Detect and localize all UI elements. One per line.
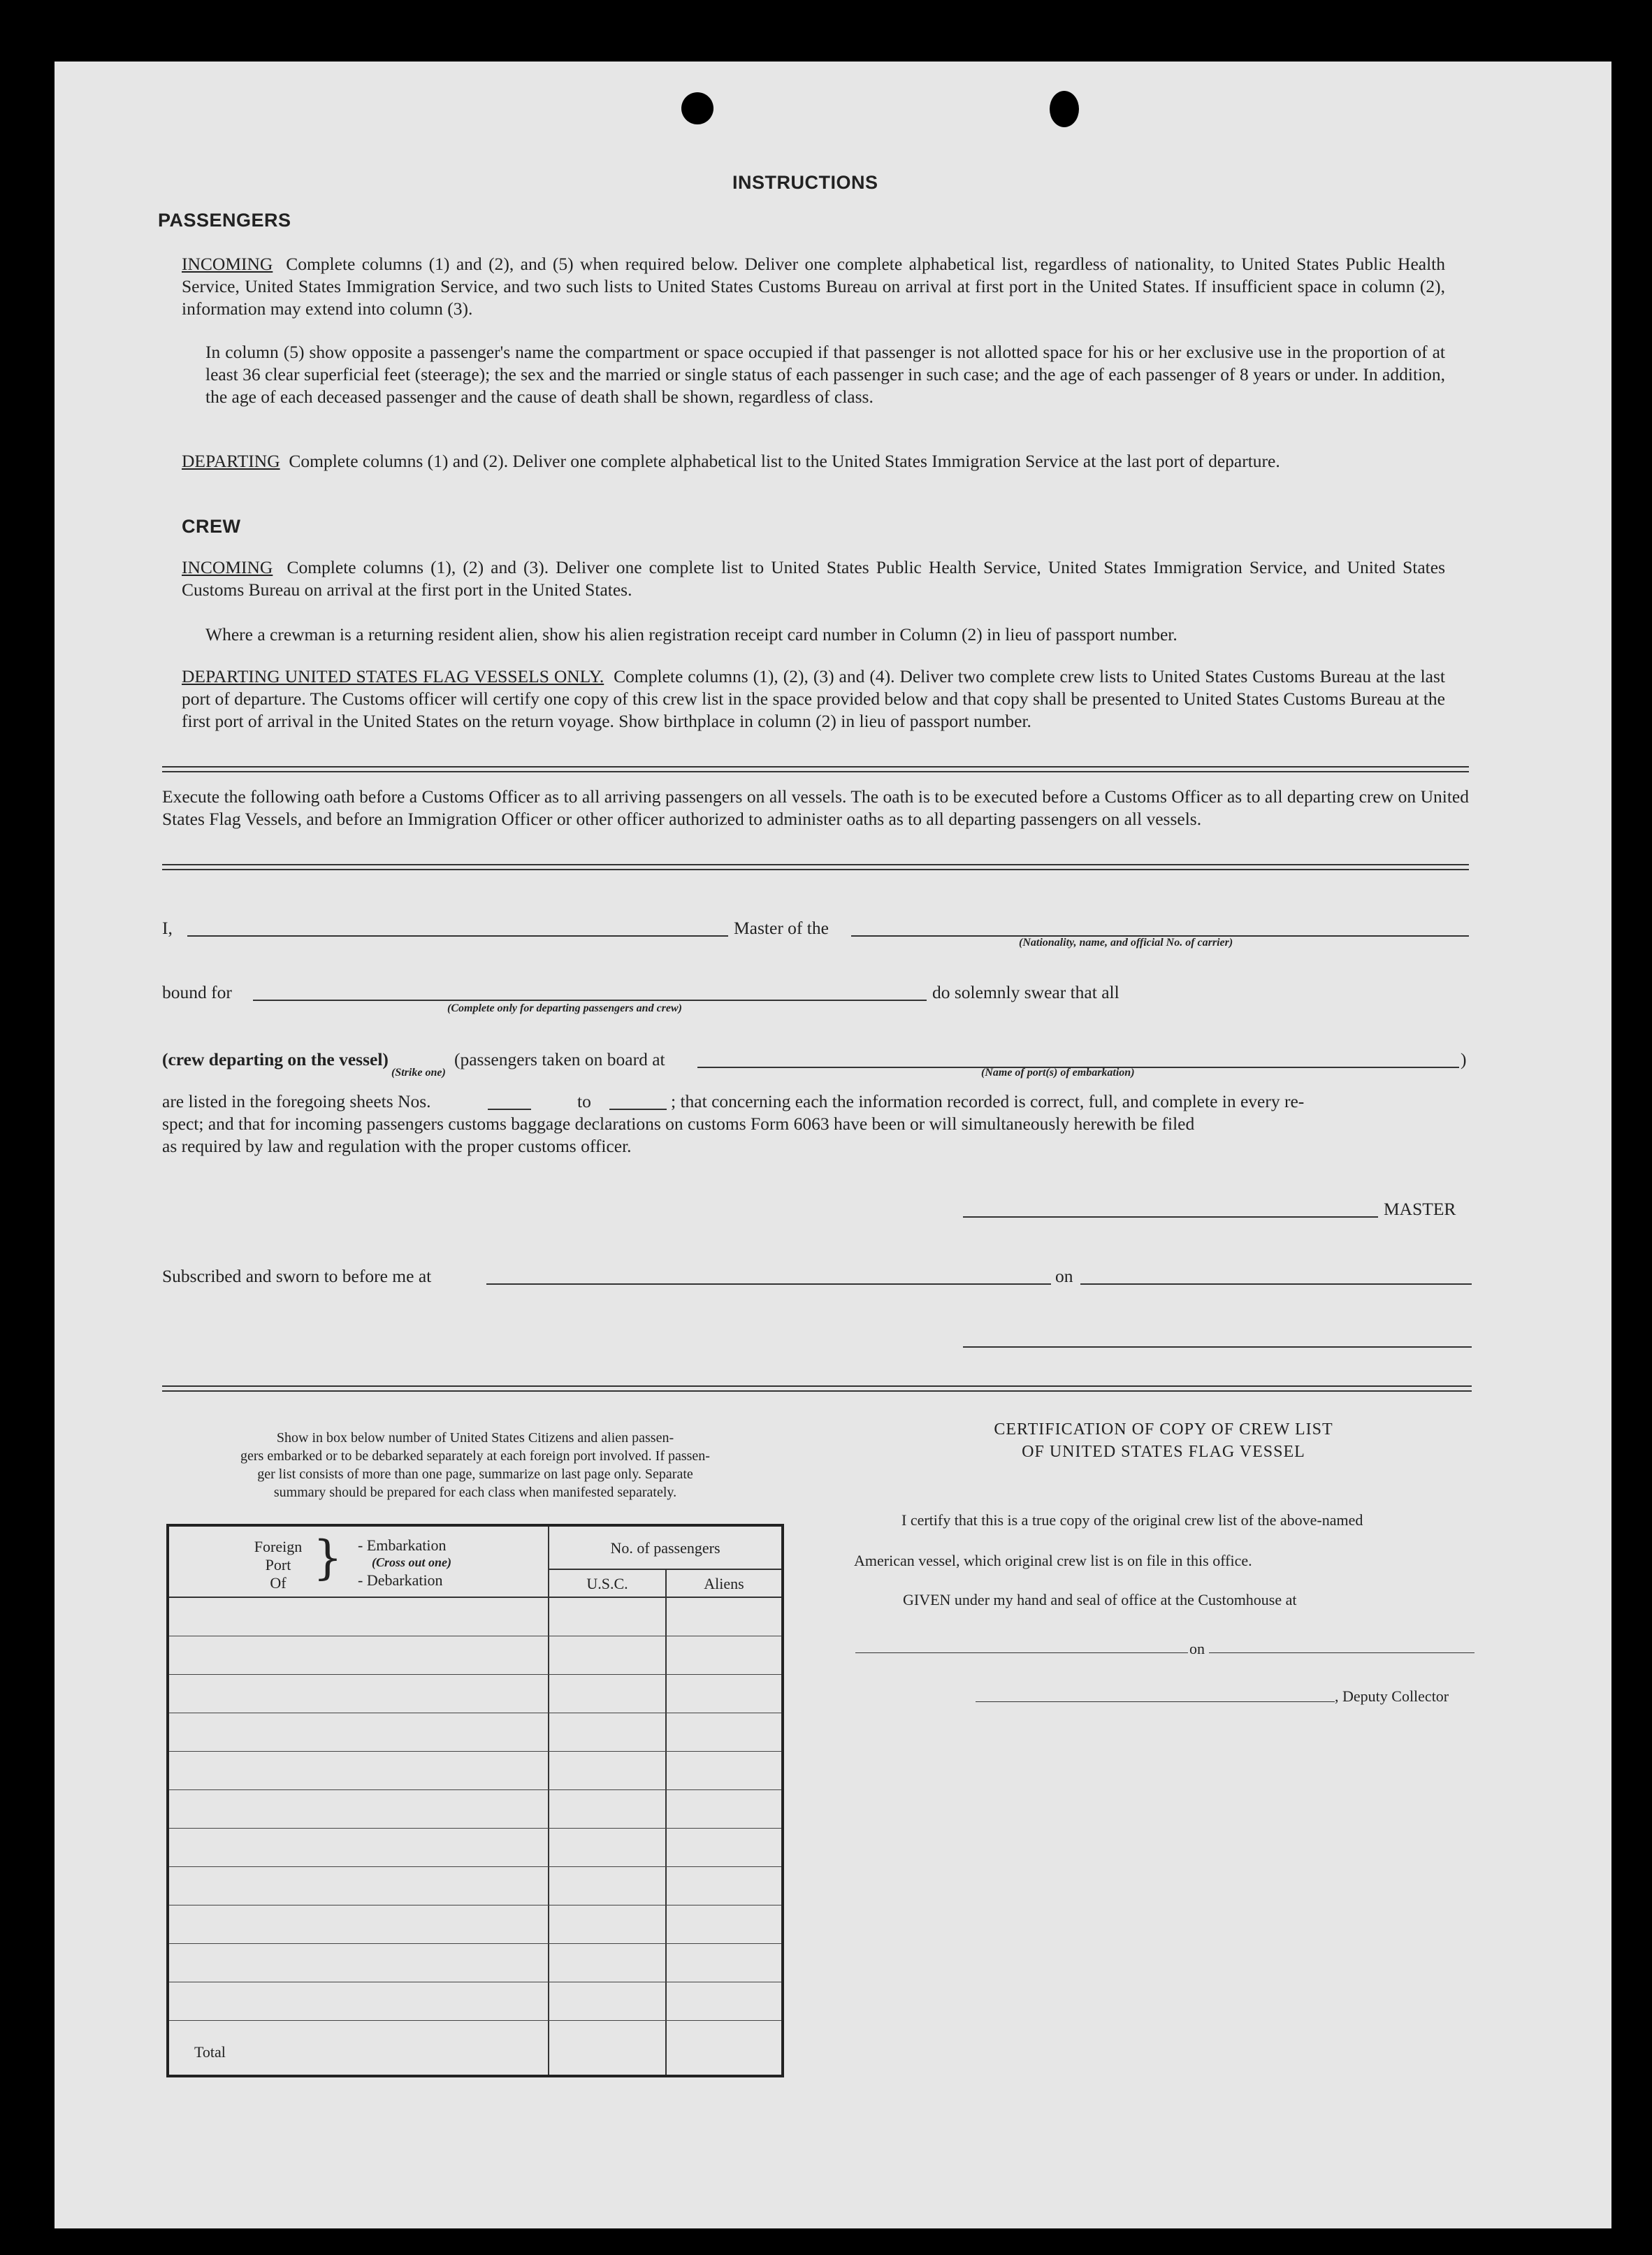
divider-1 bbox=[162, 766, 1469, 772]
table-header-port bbox=[169, 1527, 549, 1598]
crew-incoming-label: INCOMING bbox=[182, 557, 273, 577]
table-row[interactable] bbox=[169, 1944, 781, 1982]
port-label: Port bbox=[265, 1556, 291, 1573]
brace-icon: } bbox=[313, 1531, 342, 1585]
punch-hole-left bbox=[681, 92, 713, 124]
sheet-to-field[interactable] bbox=[609, 1109, 667, 1110]
customhouse-field[interactable] bbox=[855, 1652, 1188, 1653]
close-paren: ) bbox=[1461, 1049, 1467, 1069]
deputy-signature-field[interactable] bbox=[976, 1701, 1335, 1702]
divider-3 bbox=[162, 1385, 1472, 1392]
summary-line-1: Show in box below number of United States Citizens and alien passen- bbox=[276, 1430, 674, 1446]
master-label: MASTER bbox=[1384, 1199, 1456, 1219]
table-row[interactable] bbox=[169, 1675, 781, 1713]
cert-given-text: GIVEN under my hand and seal of office at the Customhouse at bbox=[903, 1591, 1297, 1608]
officer-signature-field[interactable] bbox=[963, 1346, 1472, 1348]
crewman-text: Where a crewman is a returning resident alien, show his alien registration receipt card number in Column (2) in lieu of passport number. bbox=[205, 624, 1178, 644]
cert-title-2: OF UNITED STATES FLAG VESSEL bbox=[1022, 1443, 1305, 1461]
subscribed-text: Subscribed and sworn to before me at bbox=[162, 1266, 432, 1286]
cert-american-text: American vessel, which original crew list is on file in this office. bbox=[854, 1552, 1252, 1569]
sworn-place-field[interactable] bbox=[486, 1283, 1051, 1285]
spect-text: spect; and that for incoming passengers customs baggage declarations on customs Form 6063 have been or will simultaneously herewith be filed bbox=[162, 1114, 1195, 1134]
departing-label: DEPARTING bbox=[182, 451, 280, 471]
passenger-summary-table bbox=[166, 1524, 784, 2077]
listed-in-text: are listed in the foregoing sheets Nos. bbox=[162, 1091, 431, 1111]
divider-2 bbox=[162, 864, 1469, 870]
incoming-instruction bbox=[182, 253, 1445, 320]
table-row[interactable] bbox=[169, 1905, 781, 1944]
flag-label: DEPARTING UNITED STATES FLAG VESSELS ONLY. bbox=[182, 666, 604, 686]
summary-line-4: summary should be prepared for each class when manifested separately. bbox=[273, 1485, 677, 1500]
debarkation-option[interactable]: - Debarkation bbox=[358, 1571, 443, 1589]
usc-label: U.S.C. bbox=[586, 1575, 628, 1592]
bound-for-field[interactable] bbox=[253, 1000, 927, 1001]
aliens-header bbox=[667, 1570, 781, 1598]
table-header-passengers bbox=[549, 1527, 781, 1570]
cert-certify-text: I certify that this is a true copy of the original crew list of the above-named bbox=[901, 1511, 1363, 1529]
table-row[interactable] bbox=[169, 1598, 781, 1636]
bound-for-label: bound for bbox=[162, 982, 232, 1002]
concerning-text: ; that concerning each the information recorded is correct, full, and complete in every re- bbox=[671, 1091, 1305, 1111]
passengers-taken-option[interactable]: (passengers taken on board at bbox=[454, 1049, 665, 1069]
embarkation-option[interactable]: - Embarkation bbox=[358, 1536, 447, 1554]
nationality-caption: (Nationality, name, and official No. of carrier) bbox=[1019, 937, 1233, 949]
departing-caption: (Complete only for departing passengers and crew) bbox=[447, 1002, 682, 1014]
crew-incoming-instruction bbox=[182, 556, 1445, 601]
sheet-from-field[interactable] bbox=[488, 1109, 531, 1110]
master-of-the-label: Master of the bbox=[734, 918, 829, 938]
passengers-heading: PASSENGERS bbox=[158, 210, 291, 231]
cert-title-1: CERTIFICATION OF COPY OF CREW LIST bbox=[994, 1420, 1333, 1439]
total-label: Total bbox=[194, 2043, 226, 2061]
table-row[interactable] bbox=[169, 1790, 781, 1829]
cert-date-field[interactable] bbox=[1209, 1652, 1475, 1653]
to-text: to bbox=[577, 1091, 591, 1111]
oath-i: I, bbox=[162, 918, 173, 938]
instructions-title: INSTRUCTIONS bbox=[732, 172, 878, 193]
foreign-label: Foreign bbox=[254, 1538, 303, 1555]
table-row[interactable] bbox=[169, 1636, 781, 1675]
table-row[interactable] bbox=[169, 1982, 781, 2021]
departing-text: Complete columns (1) and (2). Deliver one complete alphabetical list to the United States Immigration Service at the last port of departure. bbox=[289, 451, 1280, 471]
oath-instruction: Execute the following oath before a Customs Officer as to all arriving passengers on all vessels. The oath is to be executed before a Customs Officer as to all departing crew on United States Flag Vessels, and before an Immigration Officer or other officer authorized to administer oaths as to all departing passengers on all vessels. bbox=[162, 786, 1469, 829]
table-row[interactable] bbox=[169, 1713, 781, 1752]
aliens-label: Aliens bbox=[704, 1575, 744, 1592]
of-label: Of bbox=[270, 1574, 287, 1592]
solemnly-swear-text: do solemnly swear that all bbox=[932, 982, 1120, 1002]
table-row[interactable] bbox=[169, 1867, 781, 1905]
table-row[interactable] bbox=[169, 1829, 781, 1867]
flag-text: Complete columns (1), (2), (3) and (4). Deliver two complete crew lists to United States Customs Bureau at the last port of departure. The Customs officer will certify one copy of this crew list in the space provided below and that copy shall be presented to United States Customs Bureau at the first port of arrival in the United States on the return voyage. Show birthplace in column (2) in lieu of passport number. bbox=[182, 666, 1445, 731]
master-name-field[interactable] bbox=[187, 935, 728, 937]
crew-heading: CREW bbox=[182, 516, 241, 537]
sworn-on-text: on bbox=[1055, 1266, 1073, 1286]
as-required-text: as required by law and regulation with the proper customs officer. bbox=[162, 1136, 632, 1156]
summary-line-3: ger list consists of more than one page, summarize on last page only. Separate bbox=[257, 1467, 693, 1482]
cross-out-caption: (Cross out one) bbox=[372, 1555, 452, 1569]
column5-text: In column (5) show opposite a passenger's name the compartment or space occupied if that passenger is not allotted space for his or her exclusive use in the proportion of at least 36 clear superficial feet (steerage); the sex and the married or single status of each passenger in such case; and the age of each passenger of 8 years or under. In addition, the age of each deceased passenger and the cause of death shall be shown, regardless of class. bbox=[205, 342, 1445, 407]
departing-instruction bbox=[182, 450, 1445, 473]
punch-hole-right bbox=[1050, 91, 1079, 127]
no-of-passengers-label: No. of passengers bbox=[610, 1539, 720, 1557]
flag-instruction bbox=[182, 665, 1445, 733]
crew-incoming-text: Complete columns (1), (2) and (3). Deliver one complete list to United States Public Health Service, United States Immigration Service, and United States Customs Bureau on arrival at the first port in the United States. bbox=[182, 557, 1446, 600]
total-row[interactable] bbox=[169, 2021, 781, 2075]
usc-header bbox=[549, 1570, 667, 1598]
sworn-date-field[interactable] bbox=[1080, 1283, 1472, 1285]
incoming-label: INCOMING bbox=[182, 254, 273, 274]
crew-departing-option[interactable]: (crew departing on the vessel) bbox=[162, 1049, 389, 1069]
table-row[interactable] bbox=[169, 1752, 781, 1790]
ports-caption: (Name of port(s) of embarkation) bbox=[981, 1067, 1135, 1079]
summary-line-2: gers embarked or to be debarked separately at each foreign port involved. If passen- bbox=[240, 1448, 710, 1464]
deputy-collector-label: , Deputy Collector bbox=[1335, 1687, 1449, 1705]
summary-instruction bbox=[162, 1429, 788, 1501]
master-signature-field[interactable] bbox=[963, 1216, 1378, 1218]
incoming-text: Complete columns (1) and (2), and (5) when required below. Deliver one complete alphabetical list, regardless of nationality, to United States Public Health Service, United States Immigration Service, and two such lists to United States Customs Bureau on arrival at first port in the United States. If insufficient space in column (2), information may extend into column (3). bbox=[182, 254, 1446, 319]
cert-on-text: on bbox=[1189, 1640, 1205, 1657]
strike-one-caption: (Strike one) bbox=[391, 1067, 446, 1079]
